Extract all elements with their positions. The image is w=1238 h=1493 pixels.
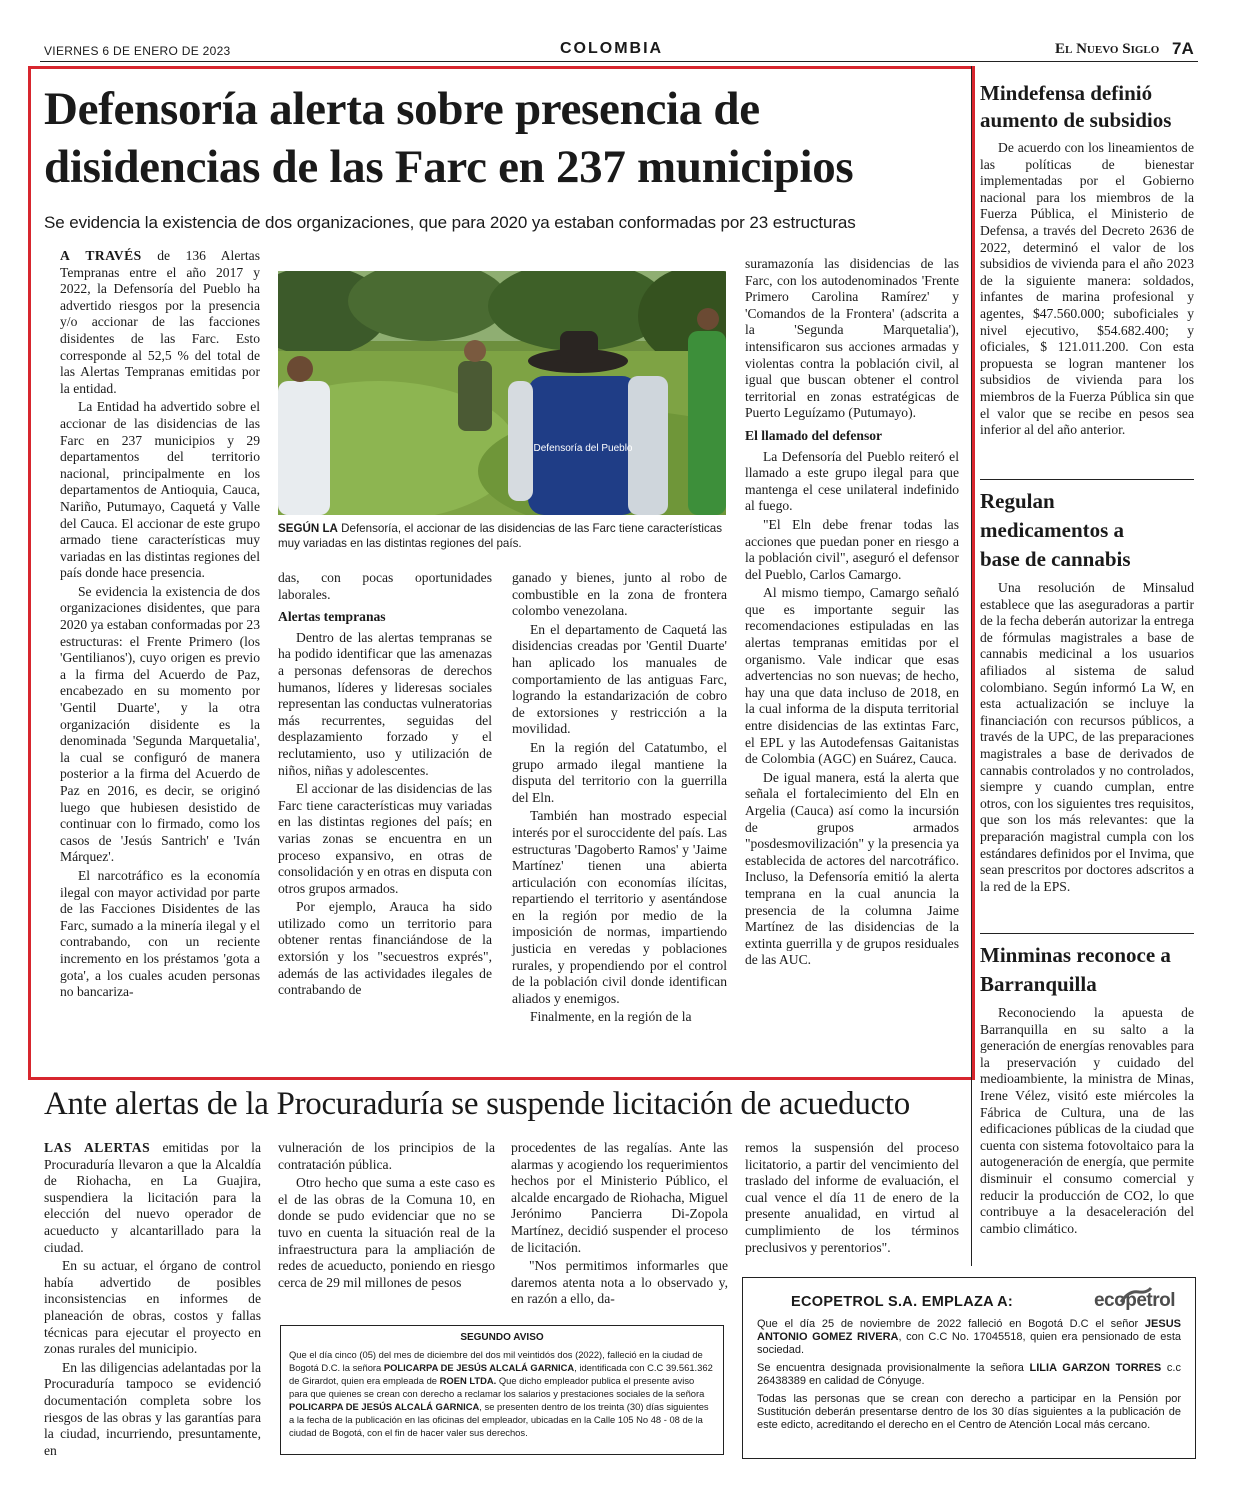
- paragraph: ganado y bienes, junto al robo de combustible en la zona de frontera colombo venezolana.: [512, 570, 727, 619]
- subheading: Alertas tempranas: [278, 609, 386, 625]
- notice-title: SEGUNDO AVISO: [460, 1332, 544, 1343]
- sidebar-brief-2: [980, 487, 1194, 897]
- paragraph: "El Eln debe frenar todas las acciones que puedan poner en riesgo a la población civil", aseguró el defensor del Pueblo, Carlos Camargo.: [745, 516, 959, 582]
- second-headline: Ante alertas de la Procuraduría se suspende licitación de acueducto: [44, 1086, 910, 1122]
- notice-paragraph: [757, 1362, 1181, 1388]
- lead-in: A TRAVÉS: [60, 248, 142, 263]
- paragraph: Dentro de las alertas tempranas se ha podido identificar que las amenazas a personas defensoras de derechos humanos, líderes y lideresas sociales representan las conductas vulneratorias más recurrentes, seguidas del desplazamiento forzado y el reclutamiento, uso y utilización de niños, niñas y adolescentes.: [278, 629, 492, 778]
- logo-text: ecopetrol: [1093, 1290, 1175, 1311]
- brief-body: [980, 140, 1194, 439]
- notice-name: JESUS ANTONIO GOMEZ RIVERA: [757, 1318, 1181, 1343]
- paragraph: emitidas por la Procuraduría llevaron a que la Alcaldía de Riohacha, en La Guajira, suspendiera la licitación para la elección del nuevo operador de acueducto y alcantarillado para la ciudad.: [44, 1140, 261, 1255]
- notice-text: Se encuentra designada provisionalmente la señora: [757, 1362, 1030, 1374]
- paragraph: procedentes de las regalías. Ante las alarmas y acogiendo los requerimientos hechos por el Ministerio Público, el alcalde encargado de Riohacha, Miguel Jerónimo Pancierra Di-Zopola Martínez, decidió suspender el proceso de licitación.: [511, 1140, 728, 1255]
- notice-title: ECOPETROL S.A. EMPLAZA A:: [791, 1294, 1014, 1310]
- paragraph: En el departamento de Caquetá las disidencias creadas por 'Gentil Duarte' han aplicado los manuales de comportamiento de las antiguas Farc, logrando la estandarización de cobro de extorsiones y restricción a la movilidad.: [512, 621, 727, 737]
- paragraph: En las diligencias adelantadas por la Procuraduría tampoco se evidenció documentación completa sobre los riesgos de las obras y las garantías para la ciudad, incurriendo, presuntamente, en: [44, 1359, 261, 1458]
- notice-text: , con C.C No. 17045518, quien era pensionado de esta sociedad.: [757, 1331, 1181, 1356]
- page-date: VIERNES 6 DE ENERO DE 2023: [44, 44, 231, 58]
- notice-name: POLICARPA DE JESÚS ALCALÁ GARNICA: [289, 1401, 480, 1412]
- paragraph: El accionar de las disidencias de las Farc tiene características muy variadas en las distintas regiones del país; en varias zonas se encuentra en un proceso expansivo, en otras de consolidación y en otras en disputa con otros grupos armados.: [278, 781, 492, 896]
- photo-scene: [278, 271, 726, 515]
- brief-separator: [980, 933, 1194, 934]
- paragraph: remos la suspensión del proceso licitatorio, a partir del vencimiento del traslado del informe de evaluación, el cual vence el día 11 de enero de la presente anualidad, en virtud al cumplimiento de los términos preclusivos y perentorios".: [745, 1140, 959, 1255]
- paragraph: La Defensoría del Pueblo reiteró el llamado a este grupo ilegal para que mantenga el cese unilateral indefinido al fuego.: [745, 448, 959, 514]
- brief-body: [980, 580, 1194, 895]
- sidebar-brief-1: [980, 80, 1194, 441]
- notice-paragraph: [757, 1318, 1181, 1357]
- second-column-1: [44, 1140, 261, 1461]
- notice-text: c.c 26438389 en calidad de Cónyuge.: [757, 1362, 1181, 1387]
- iguana-icon: [1119, 1284, 1153, 1306]
- main-subhead: Se evidencia la existencia de dos organizaciones, que para 2020 ya estaban conformadas por 23 estructuras: [44, 213, 856, 232]
- notice-text: Que el día cinco (05) del mes de diciembre del dos mil veintidós dos (2022), falleció en la ciudad de Bogotá D.C. la señora: [289, 1349, 703, 1373]
- brief-title: Mindefensa definió aumento de subsidios: [980, 81, 1172, 132]
- main-column-4: [745, 256, 959, 971]
- notice-paragraph: Todas las personas que se crean con derecho a participar en la Pensión por Sustitución deberán presentarse dentro de los 30 días siguientes a la publicación de este edicto, acreditando el derecho en el Centro de Atención Local más cercano.: [757, 1393, 1181, 1431]
- paragraph: Finalmente, en la región de la: [530, 1009, 692, 1025]
- paragraph: das, con pocas oportunidades laborales.: [278, 570, 492, 602]
- notice-text: Que dicho empleador publica el presente aviso para que quienes se crean con derecho a reclamar los salarios y prestaciones sociales de la señora: [289, 1375, 705, 1399]
- paragraph: vulneración de los principios de la contratación pública.: [278, 1140, 495, 1172]
- lead-in: LAS ALERTAS: [44, 1140, 151, 1155]
- ecopetrol-notice: [742, 1277, 1196, 1459]
- paragraph: "Nos permitimos informarles que daremos atenta nota a lo observado y, en razón a ello, da-: [511, 1258, 728, 1307]
- second-column-3: [511, 1140, 728, 1310]
- notice-body: [289, 1348, 715, 1439]
- notice-name: POLICARPA DE JESÚS ALCALÁ GARNICA: [383, 1362, 575, 1373]
- caption-text: Defensoría, el accionar de las disidencias de las Farc tiene características muy variadas en las distintas regiones del país.: [278, 522, 722, 550]
- vest-text: Defensoría del Pueblo: [533, 443, 633, 454]
- main-column-1: [60, 248, 260, 1003]
- paragraph: La Entidad ha advertido sobre el accionar de las disidencias de las Farc en 237 municipios y 29 departamentos del territorio nacional, principalmente en los departamentos de Antioquia, Cauca, Nariño, Putumayo, Caquetá y Valle del Cauca. El accionar de este grupo armado tiene características muy variadas en las distintas regiones del país donde hace presencia.: [60, 399, 260, 581]
- sidebar-brief-3: [980, 941, 1194, 1239]
- main-column-3: [512, 570, 727, 1028]
- page-number: 7A: [1172, 39, 1194, 58]
- paragraph: Otro hecho que suma a este caso es el de las obras de la Comuna 10, en donde se pudo evidenciar que no se tuvo en cuenta la situación real de la infraestructura para la ampliación de redes de acueducto, poniendo en riesgo cerca de 29 mil millones de pesos: [278, 1175, 495, 1290]
- paragraph: También han mostrado especial interés por el suroccidente del país. Las estructuras 'Dagoberto Ramos' y 'Jaime Martínez' tienen una abierta articulación con economías ilícitas, repartiendo el territorio y asentándose en la región por medio de la imposición de normas, impartiendo justicia en veredas y poblaciones rurales, y propendiendo por el control de la población civil donde identifican aliados y enemigos.: [512, 808, 727, 1006]
- paragraph: Una resolución de Minsalud establece que las aseguradoras a partir de la fecha deberán autorizar la entrega de fórmulas magistrales a base de cannabis medicinal a los usuarios afiliados al sistema de salud colombiano. Según informó La W, en esta actualización se incluye la financiación con recursos públicos, a través de la UPC, de las preparaciones magistrales a base de derivados de cannabis controlados y no controlados, siempre y cuando cumplan, entre otros, con los siguientes tres requisitos, que son los más relevantes: que la preparación magistral cumpla con los estándares definidos por el Invima, que sean prescritos por doctores adscritos a la red de la EPS.: [980, 580, 1194, 894]
- paragraph: En la región del Catatumbo, el grupo armado ilegal mantiene la disputa del territorio con la guerrilla del Eln.: [512, 739, 727, 805]
- brief-title: Minminas reconoce a Barranquilla: [980, 943, 1171, 996]
- paragraph: De acuerdo con los lineamientos de las políticas de bienestar implementadas por el Gobierno nacional para los miembros de la Fuerza Pública, el Ministerio de Defensa, a través del Decreto 2636 de 2022, determinó el valor de los subsidios de vivienda para el año 2023 de la siguiente manera: soldados, infantes de marina profesional y agentes, $47.560.000; suboficiales y nivel ejecutivo, $54.682.400; y oficiales, $ 121.011.200. Con esta propuesta se logran mantener los subsidios de vivienda para los miembros de la Fuerza Pública sin que el valor que se recibe en pesos sea inferior al del año anterior.: [980, 140, 1194, 438]
- paragraph: suramazonía las disidencias de las Farc, con los autodenominados 'Frente Primero Carolina Ramírez' y 'Comandos de la Frontera' (adscrita a la 'Segunda Marquetalia'), intensificaron sus acciones armadas y violentas contra la población civil, al igual que buscan obtener el control territorial en zonas estratégicas de Puerto Leguízamo (Putumayo).: [745, 256, 959, 421]
- sidebar-divider: [971, 66, 972, 1266]
- paragraph: de 136 Alertas Tempranas entre el año 2017 y 2022, la Defensoría del Pueblo ha advertido riesgos por la presencia y/o accionar de las facciones disidentes de las Farc. Esto corresponde al 52,5 % del total de las Alertas Tempranas emitidas por la entidad.: [60, 248, 260, 396]
- paragraph: En su actuar, el órgano de control había advertido de posibles inconsistencias en informes de planeación de obras, costos y fallas técnicas para ejecutar el proyecto en zonas rurales del municipio.: [44, 1258, 261, 1357]
- section-name: COLOMBIA: [560, 40, 664, 57]
- header-rule: [40, 61, 1198, 62]
- subheading: El llamado del defensor: [745, 427, 883, 443]
- paragraph: Por ejemplo, Arauca ha sido utilizado como un territorio para obtener rentas financiándose de la extorsión y los "secuestros exprés", además de las actividades ilegales de contrabando de: [278, 899, 492, 998]
- notice-name: LILIA GARZON TORRES: [1029, 1362, 1162, 1374]
- brief-title: Regulan medicamentos a base de cannabis: [980, 489, 1131, 571]
- notice-text: , se presenten dentro de los treinta (30) días siguientes a la fecha de la publicación en las oficinas del empleador, ubicadas en la Calle 105 No 48 - 08 de la ciudad de Bogotá, con el fin de hacer valer sus derechos.: [289, 1401, 709, 1438]
- news-photo: [278, 271, 726, 515]
- paragraph: El narcotráfico es la economía ilegal con mayor actividad por parte de las Facciones Disidentes de las Farc, sumado a la minería ilegal y el contrabando, con un reciente incremento en los préstamos 'gota a gota', a los cuales acuden personas no bancariza-: [60, 867, 260, 1000]
- caption-lead: SEGÚN LA: [278, 522, 338, 535]
- paragraph: De igual manera, está la alerta que señala el fortalecimiento del Eln en Argelia (Cauca) así como la incursión de grupos armados "posdesmovilización" y la presencia ya establecida de actores del narcotráfico. Incluso, la Defensoría emitió la alerta temprana en la cual anuncia la presencia de la columna Jaime Martínez de las disidencias de la extinta guerrilla y de grupos residuales de las AUC.: [745, 769, 959, 968]
- segundo-aviso-notice: [280, 1325, 724, 1455]
- second-column-2: [278, 1140, 495, 1293]
- paragraph: Se evidencia la existencia de dos organizaciones disidentes, que para 2020 ya estaban conformadas por 23 estructuras: el Frente Primero (los 'Gentilianos'), cuyo origen es previo a la firma del Acuerdo de Paz, encabezado en su momento por 'Gentil Duarte', y la otra organización disidente es la denominada 'Segunda Marquetalia', la cual se configuró de manera posterior a la firma del Acuerdo de Paz en 2016, es decir, se originó luego que hubiesen desistido de continuar con lo firmado, como los casos de 'Jesús Santrich' e 'Iván Márquez'.: [60, 583, 260, 865]
- main-headline: Defensoría alerta sobre presencia de disidencias de las Farc en 237 municipios: [44, 83, 854, 193]
- brief-separator: [980, 479, 1194, 480]
- paragraph: Reconociendo la apuesta de Barranquilla en su salto a la generación de energías renovables para la preservación y cuidado del medioambiente, la ministra de Minas, Irene Vélez, visitó este miércoles la Fábrica de Cultura, una de las edificaciones públicas de la ciudad que cuenta con sistema fotovoltaico para la autogeneración de energía, que permite disminuir el consumo comercial y reducir la producción de CO2, lo que contribuye a la desaceleración del cambio climático.: [980, 1005, 1194, 1236]
- notice-text: Que el día 25 de noviembre de 2022 falleció en Bogotá D.C el señor: [757, 1318, 1145, 1330]
- brief-body: [980, 1005, 1194, 1237]
- notice-employer: ROEN LTDA.: [439, 1375, 497, 1386]
- notice-text: , identificada con C.C 39.561.362 de Girardot, quien era empleada de: [289, 1362, 713, 1386]
- second-column-4: [745, 1140, 959, 1258]
- main-column-2: [278, 570, 492, 1001]
- newspaper-name: El Nuevo Siglo: [1055, 41, 1160, 57]
- paragraph: Al mismo tiempo, Camargo señaló que es importante seguir las recomendaciones estipuladas en las alertas tempranas emitidas por el organismo. Vale indicar que esas advertencias no son nuevas; de hecho, hay una que data incluso de 2018, en la cual informa de la disputa territorial entre disidencias de las extintas Farc, el EPL y las Autodefensas Gaitanistas de Colombia (AGC) en Suárez, Cauca.: [745, 585, 959, 767]
- photo-caption: [278, 521, 728, 551]
